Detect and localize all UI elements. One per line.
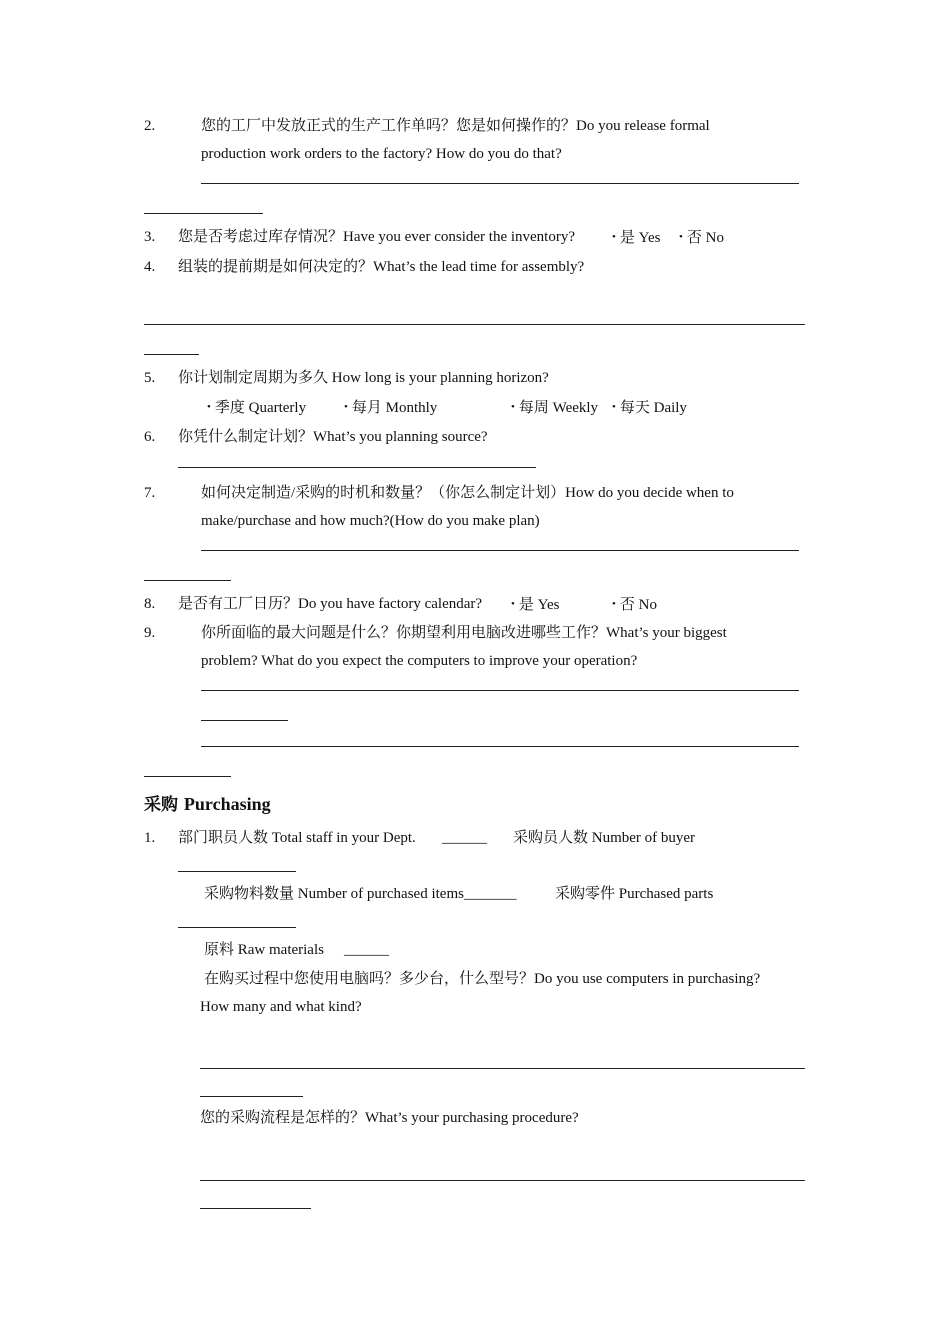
option-no[interactable] <box>679 228 724 247</box>
question-number: 9. <box>144 625 156 641</box>
staff-blank[interactable]: ______ <box>442 830 487 846</box>
question-text: 在购买过程中您使用电脑吗？多少台，什么型号？Do you use computers in purchasing? <box>204 971 761 987</box>
bullet-icon: • <box>207 401 211 413</box>
question-number: 1. <box>144 830 156 846</box>
question-number: 4. <box>144 259 156 275</box>
bullet-icon: • <box>612 598 616 610</box>
question-number: 3. <box>144 229 156 245</box>
answer-line[interactable] <box>144 354 199 355</box>
question-text: 您的采购流程是怎样的？What’s your purchasing procedure? <box>200 1110 579 1126</box>
option-label: 每周 Weekly <box>518 400 599 416</box>
question-text: make/purchase and how much?(How do you make plan) <box>201 513 540 529</box>
answer-line[interactable] <box>144 324 805 325</box>
question-text: production work orders to the factory? How do you do that? <box>201 146 562 162</box>
question-text: 如何决定制造/采购的时机和数量？（你怎么制定计划）How do you decide when to <box>201 485 734 501</box>
question-text: 你所面临的最大问题是什么？你期望利用电脑改进哪些工作？What’s your biggest <box>201 625 727 641</box>
question-number: 7. <box>144 485 156 501</box>
question-text: 部门职员人数 Total staff in your Dept. <box>178 830 416 846</box>
raw-blank[interactable]: ______ <box>344 942 389 958</box>
question-text: 采购员人数 Number of buyer <box>513 830 696 846</box>
question-text: 您的工厂中发放正式的生产工作单吗？您是如何操作的？Do you release formal <box>201 118 710 134</box>
answer-line[interactable] <box>200 1068 805 1069</box>
option-label: 季度 Quarterly <box>214 400 307 416</box>
answer-line[interactable] <box>144 213 263 214</box>
option-label: 否 No <box>686 230 724 246</box>
answer-line[interactable] <box>201 746 799 747</box>
answer-line[interactable] <box>178 927 296 928</box>
question-text: 采购零件 Purchased parts <box>555 886 714 902</box>
bullet-icon: • <box>344 401 348 413</box>
answer-line[interactable] <box>201 720 288 721</box>
question-text: 组装的提前期是如何决定的？What’s the lead time for assembly? <box>178 259 585 275</box>
answer-line[interactable] <box>200 1096 303 1097</box>
answer-line[interactable] <box>178 871 296 872</box>
section-heading-cn: 采购 <box>144 795 178 815</box>
option-label: 否 No <box>619 597 657 613</box>
option-yes[interactable] <box>612 228 660 247</box>
option-daily[interactable] <box>612 398 687 417</box>
question-number: 5. <box>144 370 156 386</box>
answer-line[interactable] <box>200 1208 311 1209</box>
option-label: 每月 Monthly <box>351 400 438 416</box>
option-label: 是 Yes <box>619 230 661 246</box>
option-quarterly[interactable] <box>207 398 306 417</box>
answer-line[interactable] <box>200 1180 805 1181</box>
question-text: 是否有工厂日历？Do you have factory calendar? <box>178 596 483 612</box>
question-number: 2. <box>144 118 156 134</box>
section-heading-en: Purchasing <box>183 794 271 814</box>
option-monthly[interactable] <box>344 398 437 417</box>
answer-line[interactable] <box>144 776 231 777</box>
option-weekly[interactable] <box>511 398 598 417</box>
answer-line[interactable] <box>201 183 799 184</box>
bullet-icon: • <box>612 401 616 413</box>
question-text: 采购物料数量 Number of purchased items_______ <box>204 886 517 902</box>
question-text: 您是否考虑过库存情况？Have you ever consider the inventory? <box>178 229 575 245</box>
bullet-icon: • <box>511 401 515 413</box>
answer-line[interactable] <box>178 467 536 468</box>
option-label: 是 Yes <box>518 597 560 613</box>
question-text: How many and what kind? <box>200 999 362 1015</box>
question-text: 你凭什么制定计划？What’s you planning source? <box>178 429 488 445</box>
bullet-icon: • <box>612 231 616 243</box>
answer-line[interactable] <box>201 690 799 691</box>
bullet-icon: • <box>679 231 683 243</box>
question-number: 8. <box>144 596 156 612</box>
question-number: 6. <box>144 429 156 445</box>
answer-line[interactable] <box>201 550 799 551</box>
bullet-icon: • <box>511 598 515 610</box>
answer-line[interactable] <box>144 580 231 581</box>
question-text: problem? What do you expect the computers to improve your operation? <box>201 653 638 669</box>
option-yes[interactable] <box>511 595 559 614</box>
option-label: 每天 Daily <box>619 400 687 416</box>
question-text: 原料 Raw materials <box>204 942 324 958</box>
section-heading <box>144 793 271 816</box>
option-no[interactable] <box>612 595 657 614</box>
question-text: 你计划制定周期为多久 How long is your planning horizon? <box>178 370 549 386</box>
